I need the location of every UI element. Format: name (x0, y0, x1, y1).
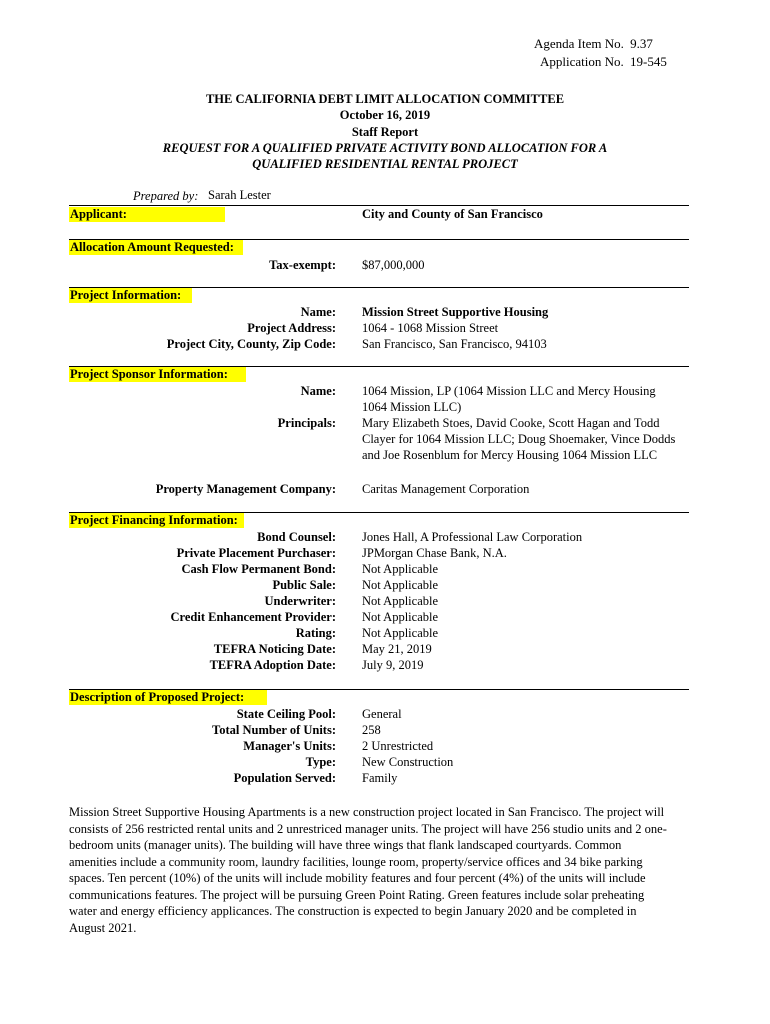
agenda-item-line (534, 36, 653, 52)
project-description-paragraph (69, 804, 709, 936)
total-units-value: 258 (362, 723, 381, 737)
cash-flow-bond-value: Not Applicable (362, 562, 439, 576)
agenda-label: Agenda Item No. (534, 36, 624, 51)
type-label: Type: (305, 755, 336, 769)
population-served-value: Family (362, 771, 398, 785)
private-placement-value: JPMorgan Chase Bank, N.A. (362, 546, 507, 560)
sponsor-name-label: Name: (300, 384, 336, 398)
report-type: Staff Report (351, 125, 419, 139)
paragraph-line: spaces. Ten percent (10%) of the units will include mobility features and four percent (4%) of the units will include (69, 871, 646, 885)
rating-value: Not Applicable (362, 626, 439, 640)
paragraph-line: consists of 256 restricted rental units and 2 unrestriced manager units. The project will have 256 studio units and 2 one- (69, 821, 667, 836)
application-value: 19-545 (630, 54, 667, 69)
public-sale-label: Public Sale: (272, 578, 336, 592)
state-ceiling-pool-value: General (362, 707, 402, 721)
property-management-value: Caritas Management Corporation (362, 482, 530, 496)
report-date: October 16, 2019 (339, 108, 431, 122)
managers-units-value: 2 Unrestricted (362, 739, 434, 753)
paragraph-line: August 2021. (69, 920, 137, 935)
underwriter-value: Not Applicable (362, 594, 439, 608)
prepared-by-label: Prepared by: (133, 189, 199, 203)
type-value: New Construction (362, 755, 454, 769)
principals-line2: Clayer for 1064 Mission LLC; Doug Shoemaker, Vince Dodds (362, 432, 676, 446)
committee-title: THE CALIFORNIA DEBT LIMIT ALLOCATION COMMITTEE (205, 92, 565, 106)
tefra-noticing-label: TEFRA Noticing Date: (213, 642, 336, 656)
credit-enhancement-value: Not Applicable (362, 610, 439, 624)
allocation-heading: Allocation Amount Requested: (69, 240, 243, 255)
request-title-line1: REQUEST FOR A QUALIFIED PRIVATE ACTIVITY BOND ALLOCATION FOR A (162, 141, 608, 155)
paragraph-line: communications features. The project will be pursuing Green Point Rating. Green features include solar preheating (69, 887, 645, 902)
population-served-label: Population Served: (233, 771, 336, 785)
tefra-adoption-value: July 9, 2019 (362, 658, 424, 672)
description-heading: Description of Proposed Project: (69, 690, 267, 705)
public-sale-value: Not Applicable (362, 578, 439, 592)
financing-heading: Project Financing Information: (69, 513, 244, 528)
application-line (540, 54, 667, 70)
sponsor-heading: Project Sponsor Information: (69, 367, 246, 382)
paragraph-line: Mission Street Supportive Housing Apartments is a new construction project located in San Francisco. The project will (69, 805, 665, 819)
bond-counsel-value: Jones Hall, A Professional Law Corporation (362, 530, 583, 544)
divider-applicant (69, 205, 689, 206)
project-city-label: Project City, County, Zip Code: (166, 337, 336, 351)
agenda-value: 9.37 (630, 36, 653, 51)
applicant-heading: Applicant: (69, 207, 225, 222)
sponsor-name-line1: 1064 Mission, LP (1064 Mission LLC and Mercy Housing (362, 384, 656, 398)
project-address-label: Project Address: (247, 321, 336, 335)
paragraph-line: amenities include a community room, laundry facilities, lounge room, property/service offices and 34 bike parking (69, 854, 643, 869)
paragraph-line: water and energy efficiency applicances. The construction is expected to begin January 2020 and be completed in (69, 904, 637, 918)
rating-label: Rating: (295, 626, 336, 640)
tefra-adoption-label: TEFRA Adoption Date: (209, 658, 336, 672)
property-management-label: Property Management Company: (155, 482, 336, 496)
applicant-value: City and County of San Francisco (362, 207, 543, 221)
tefra-noticing-value: May 21, 2019 (362, 642, 432, 656)
prepared-by-name: Sarah Lester (208, 188, 271, 202)
cash-flow-bond-label: Cash Flow Permanent Bond: (181, 562, 336, 576)
credit-enhancement-label: Credit Enhancement Provider: (170, 610, 336, 624)
project-info-heading: Project Information: (69, 288, 192, 303)
project-address-value: 1064 - 1068 Mission Street (362, 321, 499, 335)
project-name-value: Mission Street Supportive Housing (362, 305, 549, 319)
state-ceiling-pool-label: State Ceiling Pool: (236, 707, 336, 721)
bond-counsel-label: Bond Counsel: (257, 530, 336, 544)
principals-label: Principals: (277, 416, 336, 430)
tax-exempt-label: Tax-exempt: (269, 258, 336, 272)
managers-units-label: Manager's Units: (243, 739, 336, 753)
application-label: Application No. (540, 54, 624, 69)
request-title-line2: QUALIFIED RESIDENTIAL RENTAL PROJECT (252, 157, 518, 171)
sponsor-name-line2: 1064 Mission LLC) (362, 400, 462, 414)
private-placement-label: Private Placement Purchaser: (176, 546, 336, 560)
underwriter-label: Underwriter: (264, 594, 336, 608)
project-name-label: Name: (300, 305, 336, 319)
total-units-label: Total Number of Units: (212, 723, 336, 737)
principals-line1: Mary Elizabeth Stoes, David Cooke, Scott Hagan and Todd (362, 416, 660, 430)
tax-exempt-value: $87,000,000 (362, 258, 425, 272)
project-city-value: San Francisco, San Francisco, 94103 (362, 337, 547, 351)
principals-line3: and Joe Rosenblum for Mercy Housing 1064 Mission LLC (362, 448, 658, 462)
paragraph-line: bedroom units (manager units). The building will have three wings that flank landscaped courtyards. Common (69, 838, 622, 852)
